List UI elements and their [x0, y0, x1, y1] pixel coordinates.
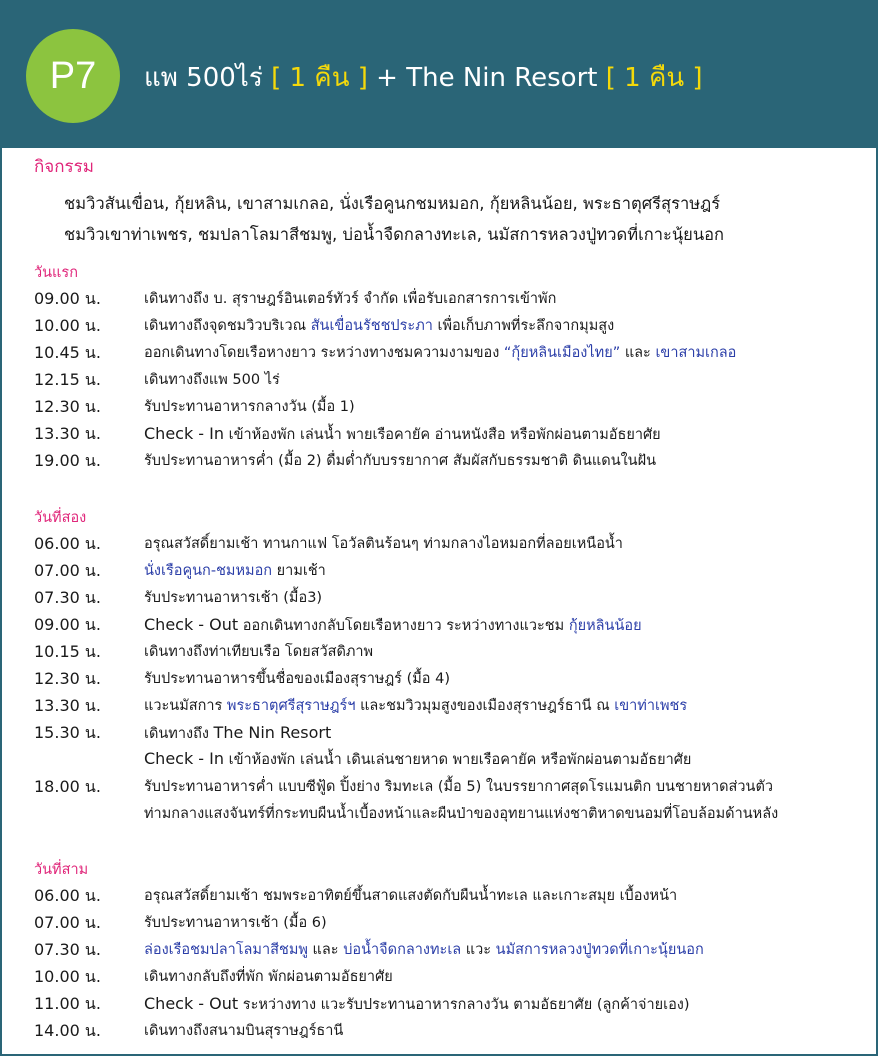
schedule-description	[144, 801, 864, 827]
description-text: รับประทานอาหารกลางวัน (มื้อ 1)	[144, 399, 355, 415]
schedule-time: 06.00 น.	[34, 534, 101, 553]
schedule-time: 10.15 น.	[34, 642, 101, 661]
description-text: ยามเช้า	[272, 563, 326, 579]
day-2-heading: วันที่สอง	[34, 510, 87, 526]
schedule-description	[144, 558, 864, 584]
schedule-description	[144, 585, 864, 611]
highlight-place: นมัสการหลวงปู่ทวดที่เกาะนุ้ยนอก	[495, 942, 704, 958]
schedule-description	[144, 720, 864, 747]
description-text: อรุณสวัสดิ์ยามเช้า ชมพระอาทิตย์ขึ้นสาดแสงตัดกับผืนน้ำทะเล และเกาะสมุย เบื้องหน้า	[144, 888, 678, 904]
description-text: รับประทานอาหารค่ำ แบบซีฟู้ด ปิ้งย่าง ริมทะเล (มื้อ 5) ในบรรยากาศสุดโรแมนติก บนชายหาดส่วนตัว	[144, 779, 774, 795]
schedule-row	[34, 720, 864, 746]
title-part-2: + The Nin Resort	[376, 63, 598, 93]
schedule-description	[144, 448, 864, 474]
title-part-1: แพ 500ไร่	[144, 63, 263, 93]
activities-line-2: ชมวิวเขาท่าเพชร, ชมปลาโลมาสีชมพู, บ่อน้ำจืดกลางทะเล, นมัสการหลวงปู่ทวดที่เกาะนุ้ยนอก	[64, 225, 725, 244]
schedule-description	[144, 746, 864, 773]
schedule-description	[144, 964, 864, 990]
highlight-place: นั่งเรือคูนก-ชมหมอก	[144, 563, 273, 579]
schedule-time: 07.00 น.	[34, 913, 101, 932]
english-text: Check - In	[144, 424, 225, 443]
nights-bracket-1: [ 1 คืน ]	[271, 63, 368, 93]
description-text: รับประทานอาหารขึ้นชื่อของเมืองสุราษฎร์ (มื้อ 4)	[144, 671, 450, 687]
schedule-time: 10.00 น.	[34, 967, 101, 986]
schedule-description	[144, 1018, 864, 1044]
description-text: เดินทางกลับถึงที่พัก พักผ่อนตามอัธยาศัย	[144, 969, 393, 985]
description-text: เดินทางถึง	[144, 726, 214, 742]
schedule-row	[34, 639, 864, 665]
schedule-row	[34, 448, 864, 474]
description-text: แวะนมัสการ	[144, 698, 227, 714]
description-text: และ	[620, 345, 656, 361]
schedule-row	[34, 883, 864, 909]
highlight-place: กุ้ยหลินน้อย	[568, 618, 642, 634]
schedule-row	[34, 367, 864, 393]
schedule-description	[144, 910, 864, 936]
schedule-time: 11.00 น.	[34, 994, 101, 1013]
highlight-place: เขาท่าเพชร	[614, 698, 688, 714]
highlight-place: สันเขื่อนรัชชประภา	[310, 318, 433, 334]
schedule-description	[144, 693, 864, 719]
description-text: แวะ	[461, 942, 496, 958]
day-1-heading: วันแรก	[34, 265, 78, 281]
schedule-time: 06.00 น.	[34, 886, 101, 905]
description-text: เดินทางถึงท่าเทียบเรือ โดยสวัสดิภาพ	[144, 644, 374, 660]
header-bar	[2, 0, 876, 148]
schedule-time: 14.00 น.	[34, 1021, 101, 1040]
schedule-description	[144, 612, 864, 639]
schedule-time: 15.30 น.	[34, 723, 101, 742]
schedule-description	[144, 774, 864, 800]
schedule-time: 13.30 น.	[34, 424, 101, 443]
schedule-row	[34, 394, 864, 420]
schedule-description	[144, 883, 864, 909]
schedule-time: 12.30 น.	[34, 669, 101, 688]
description-text: เดินทางถึง บ. สุราษฎร์อินเตอร์ทัวร์ จำกัด เพื่อรับเอกสารการเข้าพัก	[144, 291, 557, 307]
day-3-heading: วันที่สาม	[34, 862, 89, 878]
schedule-time: 09.00 น.	[34, 615, 101, 634]
description-text: เข้าห้องพัก เล่นน้ำ เดินเล่นชายหาด พายเรือคายัค หรือพักผ่อนตามอัธยาศัย	[224, 752, 692, 768]
schedule-description	[144, 367, 864, 393]
schedule-row	[34, 1018, 864, 1044]
activities-heading: กิจกรรม	[34, 157, 95, 177]
schedule-row	[34, 801, 864, 827]
highlight-place: บ่อน้ำจืดกลางทะเล	[343, 942, 462, 958]
schedule-row	[34, 313, 864, 339]
schedule-row	[34, 693, 864, 719]
english-text: Check - Out	[144, 615, 239, 634]
description-text: ออกเดินทางกลับโดยเรือหางยาว ระหว่างทางแวะชม	[238, 618, 569, 634]
description-text: เดินทางถึงสนามบินสุราษฎร์ธานี	[144, 1023, 344, 1039]
schedule-row	[34, 558, 864, 584]
schedule-time: 10.00 น.	[34, 316, 101, 335]
schedule-row	[34, 666, 864, 692]
schedule-row	[34, 531, 864, 557]
highlight-place: พระธาตุศรีสุราษฎร์ฯ	[226, 698, 356, 714]
schedule-time: 12.30 น.	[34, 397, 101, 416]
schedule-row	[34, 937, 864, 963]
schedule-time: 18.00 น.	[34, 777, 101, 796]
schedule-time: 07.00 น.	[34, 561, 101, 580]
schedule-description	[144, 531, 864, 557]
description-text: ท่ามกลางแสงจันทร์ที่กระทบผืนน้ำเบื้องหน้าและผืนป่าของอุทยานแห่งชาติหาดขนอมที่โอบล้อมด้านหลัง	[144, 806, 779, 822]
description-text: อรุณสวัสดิ์ยามเช้า ทานกาแฟ โอวัลตินร้อนๆ ท่ามกลางไอหมอกที่ลอยเหนือน้ำ	[144, 536, 623, 552]
schedule-row	[34, 746, 864, 772]
schedule-time: 10.45 น.	[34, 343, 101, 362]
schedule-description	[144, 639, 864, 665]
description-text: รับประทานอาหารค่ำ (มื้อ 2) ดื่มด่ำกับบรรยากาศ สัมผัสกับธรรมชาติ ดินแดนในฝัน	[144, 453, 657, 469]
highlight-place: เขาสามเกลอ	[655, 345, 737, 361]
schedule-row	[34, 612, 864, 638]
description-text: และ	[307, 942, 344, 958]
highlight-place: “กุ้ยหลินเมืองไทย”	[503, 345, 621, 361]
schedule-row	[34, 774, 864, 800]
description-text: รับประทานอาหารเช้า (มื้อ3)	[144, 590, 323, 606]
english-text: Check - In	[144, 749, 225, 768]
description-text: เดินทางถึงแพ 500 ไร่	[144, 372, 280, 388]
description-text: เข้าห้องพัก เล่นน้ำ พายเรือคายัค อ่านหนังสือ หรือพักผ่อนตามอัธยาศัย	[224, 427, 661, 443]
schedule-row	[34, 964, 864, 990]
highlight-place: ล่องเรือชมปลาโลมาสีชมพู	[144, 942, 308, 958]
schedule-time: 12.15 น.	[34, 370, 101, 389]
nights-bracket-2: [ 1 คืน ]	[605, 63, 703, 93]
schedule-description	[144, 313, 864, 339]
schedule-description	[144, 991, 864, 1018]
schedule-row	[34, 585, 864, 611]
schedule-time: 07.30 น.	[34, 588, 101, 607]
schedule-row	[34, 910, 864, 936]
schedule-row	[34, 991, 864, 1017]
description-text: และชมวิวมุมสูงของเมืองสุราษฎร์ธานี ณ	[355, 698, 615, 714]
schedule-description	[144, 937, 864, 963]
schedule-time: 13.30 น.	[34, 696, 101, 715]
description-text: ออกเดินทางโดยเรือหางยาว ระหว่างทางชมความงามของ	[144, 345, 504, 361]
schedule-time: 07.30 น.	[34, 940, 101, 959]
english-text: Check - Out	[144, 994, 239, 1013]
schedule-description	[144, 394, 864, 420]
description-text: เดินทางถึงจุดชมวิวบริเวณ	[144, 318, 311, 334]
schedule-description	[144, 421, 864, 448]
schedule-time: 09.00 น.	[34, 289, 101, 308]
package-badge: P7	[26, 29, 120, 123]
schedule-row	[34, 340, 864, 366]
schedule-row	[34, 286, 864, 312]
schedule-description	[144, 340, 864, 366]
description-text: ระหว่างทาง แวะรับประทานอาหารกลางวัน ตามอัธยาศัย (ลูกค้าจ่ายเอง)	[238, 997, 690, 1013]
description-text: รับประทานอาหารเช้า (มื้อ 6)	[144, 915, 327, 931]
schedule-row	[34, 421, 864, 447]
activities-line-1: ชมวิวสันเขื่อน, กุ้ยหลิน, เขาสามเกลอ, นั่งเรือคูนกชมหมอก, กุ้ยหลินน้อย, พระธาตุศรีสุราษฎร์	[64, 194, 721, 213]
schedule-time: 19.00 น.	[34, 451, 101, 470]
package-title	[144, 56, 703, 100]
schedule-description	[144, 286, 864, 312]
description-text: เพื่อเก็บภาพที่ระลึกจากมุมสูง	[432, 318, 615, 334]
schedule-description	[144, 666, 864, 692]
english-text: The Nin Resort	[213, 723, 332, 742]
